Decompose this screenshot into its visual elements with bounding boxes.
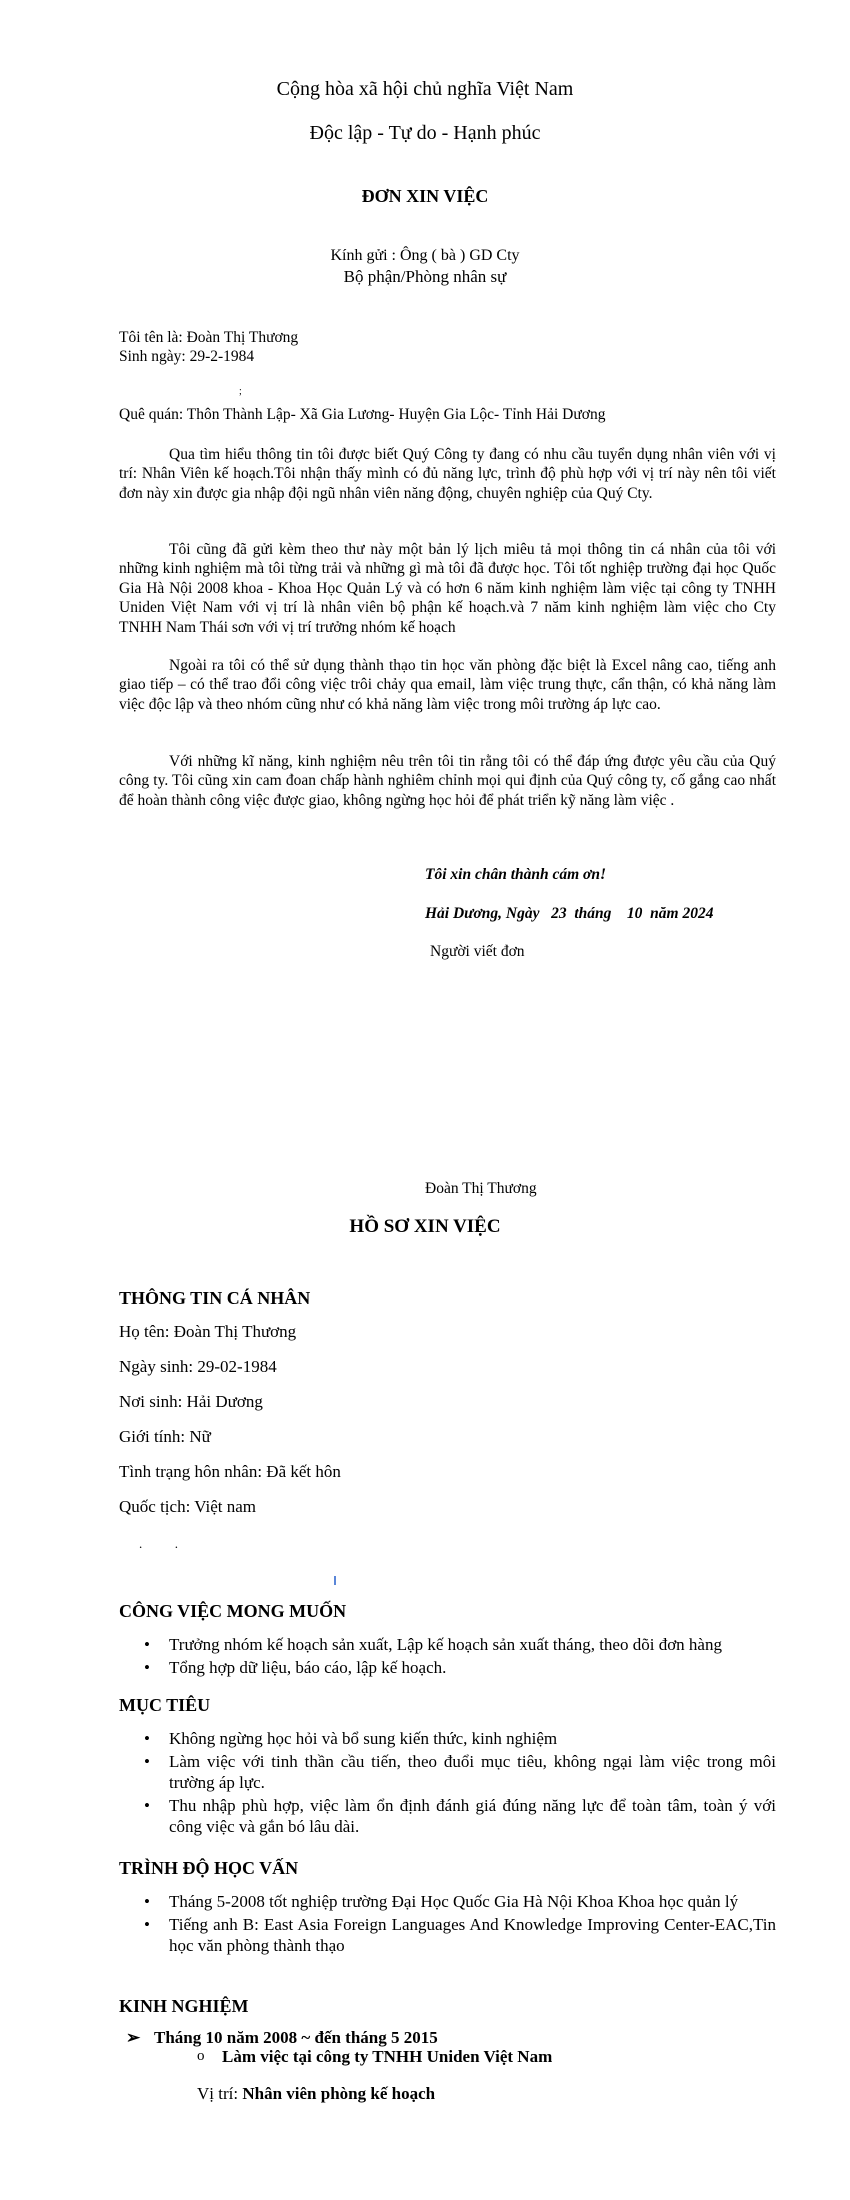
letter-title: ĐƠN XIN VIỆC — [361, 186, 489, 206]
applicant-dob: Sinh ngày: 29-2-1984 — [119, 348, 255, 365]
signer-label: Người viết đơn — [430, 943, 525, 960]
signer-name: Đoàn Thị Thương — [425, 1180, 537, 1197]
field-marital-status: Tình trạng hôn nhân: Đã kết hôn — [119, 1462, 341, 1481]
desired-job-heading: CÔNG VIỆC MONG MUỐN — [119, 1601, 347, 1621]
applicant-name: Tôi tên là: Đoàn Thị Thương — [119, 329, 299, 346]
experience-position: Vị trí: Nhân viên phòng kế hoạch — [197, 2084, 436, 2103]
list-item: • Trưởng nhóm kế hoạch sản xuất, Lập kế hoạch sản xuất tháng, theo dõi đơn hàng — [144, 1635, 722, 1654]
objective-heading: MỤC TIÊU — [119, 1695, 211, 1715]
education-heading: TRÌNH ĐỘ HỌC VẤN — [119, 1858, 299, 1878]
experience-period: Tháng 10 năm 2008 ~ đến tháng 5 2015 — [154, 2028, 438, 2047]
experience-company: Làm việc tại công ty TNHH Uniden Việt Nam — [222, 2047, 553, 2066]
bullet-icon: • — [144, 1796, 150, 1815]
list-item: • Tổng hợp dữ liệu, báo cáo, lập kế hoạch. — [144, 1658, 447, 1677]
bullet-icon: • — [144, 1729, 150, 1748]
place-date-line: Hải Dương, Ngày 23 tháng 10 năm 2024 — [425, 905, 714, 922]
recipient-line-2: Bộ phận/Phòng nhân sự — [343, 267, 507, 286]
list-item: • Tiếng anh B: East Asia Foreign Languages And Knowledge Improving Center-EAC,Tin học văn phòng thành thạo — [144, 1915, 776, 1955]
arrow-bullet-icon: ➢ — [126, 2028, 141, 2047]
objective-list — [119, 1728, 776, 1839]
paragraph-1: Qua tìm hiểu thông tin tôi được biết Quý Công ty đang có nhu cầu tuyển dụng nhân viên với vị trí: Nhân Viên kế hoạch.Tôi nhận thấy mình có đủ năng lực, trình độ phù hợp với vị trí này nên tôi viết đơn này xin được gia nhập đội ngũ nhân viên năng động, chuyên nghiệp của Quý Cty. — [119, 446, 776, 502]
field-birthplace: Nơi sinh: Hải Dương — [119, 1392, 263, 1411]
motto-heading: Độc lập - Tự do - Hạnh phúc — [309, 122, 541, 144]
stray-mark: ; — [239, 386, 242, 397]
applicant-hometown: Quê quán: Thôn Thành Lập- Xã Gia Lương- Huyện Gia Lộc- Tỉnh Hải Dương — [119, 406, 606, 423]
desired-job-list — [119, 1634, 776, 1680]
stray-dots: . . — [139, 1536, 178, 1551]
list-item: • Không ngừng học hỏi và bổ sung kiến thức, kinh nghiệm — [144, 1729, 558, 1748]
list-item: • Tháng 5-2008 tốt nghiệp trường Đại Học Quốc Gia Hà Nội Khoa Khoa học quản lý — [144, 1892, 739, 1911]
list-item: • Thu nhập phù hợp, việc làm ổn định đánh giá đúng năng lực để toàn tâm, toàn ý với công việc và gắn bó lâu dài. — [144, 1796, 776, 1836]
bullet-icon: • — [144, 1892, 150, 1911]
field-nationality: Quốc tịch: Việt nam — [119, 1497, 256, 1516]
experience-heading: KINH NGHIỆM — [119, 1996, 249, 2016]
paragraph-2: Tôi cũng đã gửi kèm theo thư này một bản lý lịch miêu tả mọi thông tin cá nhân của tôi với những kinh nghiệm mà tôi từng trải và những gì mà tôi đã được học. Tôi tốt nghiệp trường đại học Quốc Gia Hà Nội 2008 khoa - Khoa Học Quản Lý và có hơn 6 năm kinh nghiệm làm việc tại công ty TNHH Uniden Việt Nam với vị trí là nhân viên bộ phận kế hoạch.và 7 năm kinh nghiệm làm việc cho Cty TNHH Nam Thái sơn với vị trí trưởng nhóm kế hoạch — [119, 541, 776, 636]
recipient-line-1: Kính gửi : Ông ( bà ) GD Cty — [330, 247, 520, 264]
paragraph-3: Ngoài ra tôi có thể sử dụng thành thạo tin học văn phòng đặc biệt là Excel nâng cao, tiếng anh giao tiếp – có thể trao đổi công việc trôi chảy qua email, làm việc trung thực, cẩn thận, có khả năng làm việc độc lập và theo nhóm cũng như có khả năng làm việc trong môi trường áp lực cao. — [119, 657, 776, 713]
field-dob: Ngày sinh: 29-02-1984 — [119, 1357, 277, 1376]
cursor-mark — [334, 1576, 336, 1585]
field-full-name: Họ tên: Đoàn Thị Thương — [119, 1322, 297, 1341]
circle-bullet-icon: o — [197, 2048, 205, 2064]
list-item: • Làm việc với tinh thần cầu tiến, theo đuổi mục tiêu, không ngại làm việc trong môi trường áp lực. — [144, 1752, 776, 1792]
thanks-line: Tôi xin chân thành cám ơn! — [425, 866, 607, 883]
bullet-icon: • — [144, 1635, 150, 1654]
bullet-icon: • — [144, 1752, 150, 1771]
personal-info-heading: THÔNG TIN CÁ NHÂN — [119, 1288, 311, 1308]
resume-title: HỒ SƠ XIN VIỆC — [349, 1216, 501, 1237]
education-list — [119, 1891, 776, 1958]
field-gender: Giới tính: Nữ — [119, 1427, 211, 1446]
bullet-icon: • — [144, 1658, 150, 1677]
bullet-icon: • — [144, 1915, 150, 1934]
paragraph-4: Với những kĩ năng, kinh nghiệm nêu trên tôi tin rằng tôi có thể đáp ứng được yêu cầu của Quý công ty. Tôi cũng xin cam đoan chấp hành nghiêm chỉnh mọi qui định của Quý công ty, cố gắng cao nhất để hoàn thành công việc được giao, không ngừng học hỏi để phát triển kỹ năng làm việc . — [119, 753, 776, 809]
nation-heading: Cộng hòa xã hội chủ nghĩa Việt Nam — [276, 78, 574, 100]
